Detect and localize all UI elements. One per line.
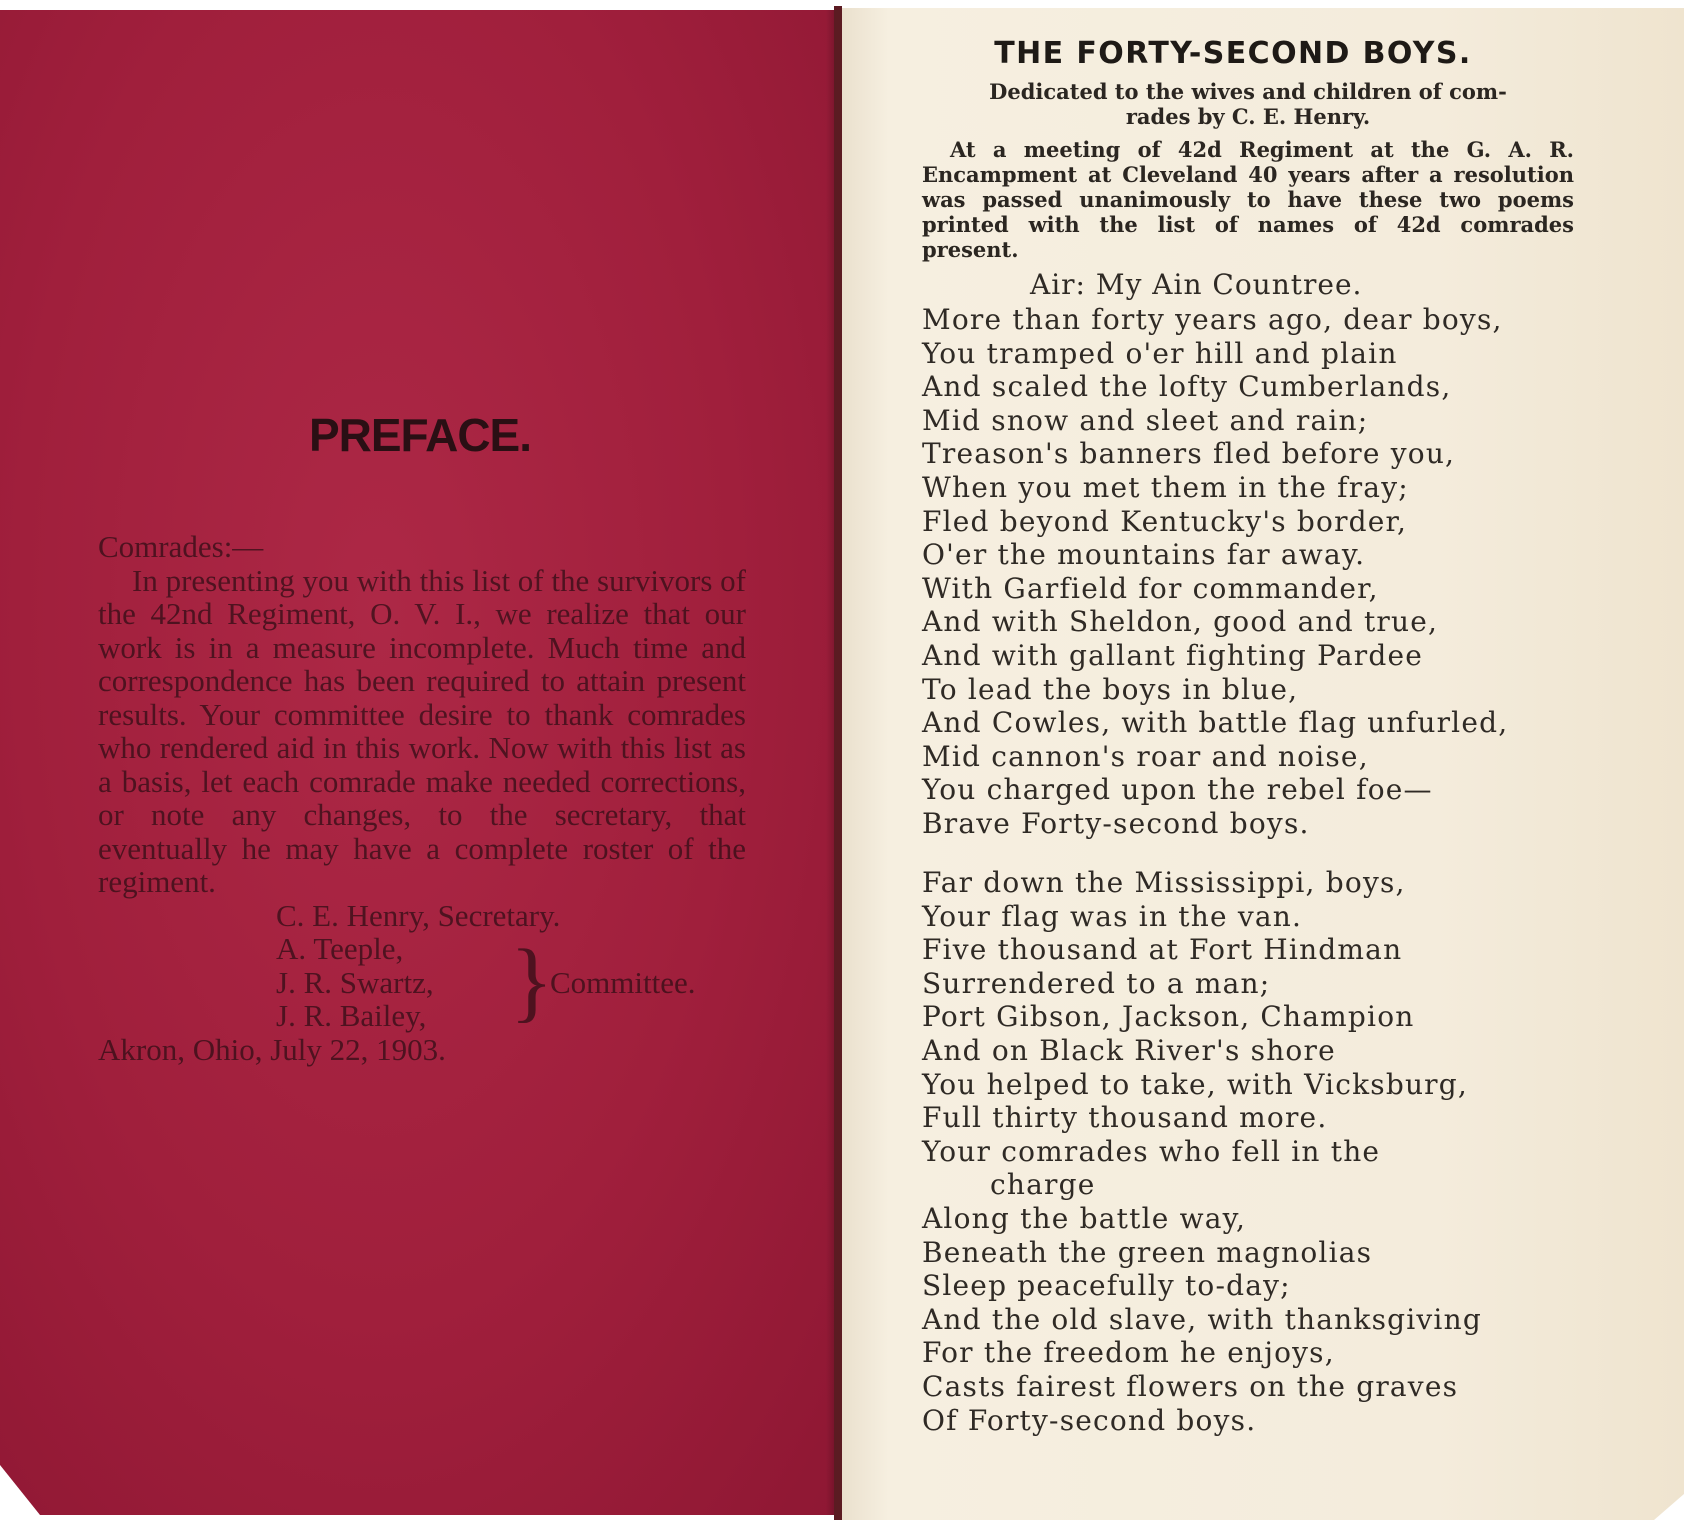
committee-brace: }: [510, 932, 554, 1031]
poem-line: To lead the boys in blue,: [922, 672, 1299, 706]
poem-line: Mid snow and sleet and rain;: [922, 403, 1369, 437]
poem-line: Sleep peacefully to-day;: [922, 1269, 1291, 1303]
dedication-line: Dedicated to the wives and children of com-: [989, 79, 1507, 104]
poem-line: And the old slave, with thanksgiving: [922, 1302, 1482, 1336]
poem-line: Port Gibson, Jackson, Champion: [922, 1000, 1415, 1034]
committee-member: J. R. Swartz,: [276, 964, 434, 1000]
poem-line: With Garfield for commander,: [922, 571, 1379, 605]
poem-line: Far down the Mississippi, boys,: [922, 866, 1406, 899]
poem-line: Along the battle way,: [922, 1201, 1247, 1235]
poem-line: When you met them in the fray;: [922, 470, 1409, 504]
poem-title: THE FORTY-SECOND BOYS.: [994, 36, 1472, 71]
poem-line: Fled beyond Kentucky's border,: [922, 504, 1408, 538]
poem-line: Beneath the green magnolias: [922, 1235, 1373, 1269]
poem-line: You charged upon the rebel foe—: [922, 773, 1433, 807]
poem-line: And with Sheldon, good and true,: [922, 605, 1439, 639]
committee-member: J. R. Bailey,: [276, 998, 427, 1033]
preface-title: PREFACE.: [308, 409, 532, 461]
poem-dedication: [922, 79, 1574, 129]
poem-line: Your comrades who fell in the: [922, 1134, 1381, 1168]
poem-line: And scaled the lofty Cumberlands,: [922, 370, 1452, 404]
poem-line: And with gallant fighting Pardee: [922, 638, 1424, 672]
committee-label: Committee.: [550, 965, 696, 1000]
poem-line: Your flag was in the van.: [922, 899, 1303, 933]
preface-paragraph: In presenting you with this list of the survivors of the 42nd Regiment, O. V. I., we realize that our work is in a measure incomplete. Much time and correspondence has been required to attain present results. Your committee desire to thank comrades who rendered aid in this work. Now with this list as a basis, let each comrade make needed corrections, or note any changes, to the secretary, that eventually he may have a complete roster of the regiment.: [98, 562, 746, 899]
poem-line: Full thirty thousand more.: [922, 1101, 1328, 1135]
secretary-signature: C. E. Henry, Secretary.: [276, 897, 561, 933]
poem-line: Of Forty-second boys.: [922, 1403, 1257, 1437]
preface-text: [98, 530, 746, 1067]
poem-line: More than forty years ago, dear boys,: [922, 303, 1503, 336]
poem-line: Brave Forty-second boys.: [922, 806, 1310, 840]
poem-line: charge: [990, 1168, 1096, 1202]
preface-place-date: Akron, Ohio, July 22, 1903.: [98, 1032, 446, 1067]
poem-line: Surrendered to a man;: [922, 966, 1271, 1000]
poem-stanza-1: [922, 303, 1582, 841]
poem-line: For the freedom he enjoys,: [922, 1336, 1335, 1370]
committee-member: A. Teeple,: [276, 931, 404, 966]
poem-line: You helped to take, with Vicksburg,: [922, 1067, 1468, 1101]
tune-line: Air: My Ain Countree.: [1030, 268, 1363, 301]
poem-line: And on Black River's shore: [922, 1033, 1336, 1067]
poem-line: You tramped o'er hill and plain: [922, 336, 1398, 370]
poem-line: Mid cannon's roar and noise,: [922, 739, 1369, 773]
poem-line: Five thousand at Fort Hindman: [922, 933, 1403, 967]
poem-line: Casts fairest flowers on the graves: [922, 1369, 1459, 1403]
poem-line: And Cowles, with battle flag unfurled,: [922, 706, 1509, 740]
resolution-note: [922, 137, 1574, 262]
book-gutter: [834, 6, 842, 1520]
poem-stanza-2: [922, 866, 1582, 1437]
committee-signatures: [98, 932, 746, 1033]
poem-line: Treason's banners fled before you,: [922, 437, 1456, 471]
preface-salutation: Comrades:—: [98, 529, 264, 564]
resolution-text: At a meeting of 42d Regiment at the G. A. R. Encampment at Cleveland 40 years after a resolution was passed unanimously to have these two poems printed with the list of names of 42d comrades present.: [922, 137, 1574, 262]
poem-line: O'er the mountains far away.: [922, 538, 1366, 572]
dedication-line: rades by C. E. Henry.: [1125, 104, 1371, 129]
